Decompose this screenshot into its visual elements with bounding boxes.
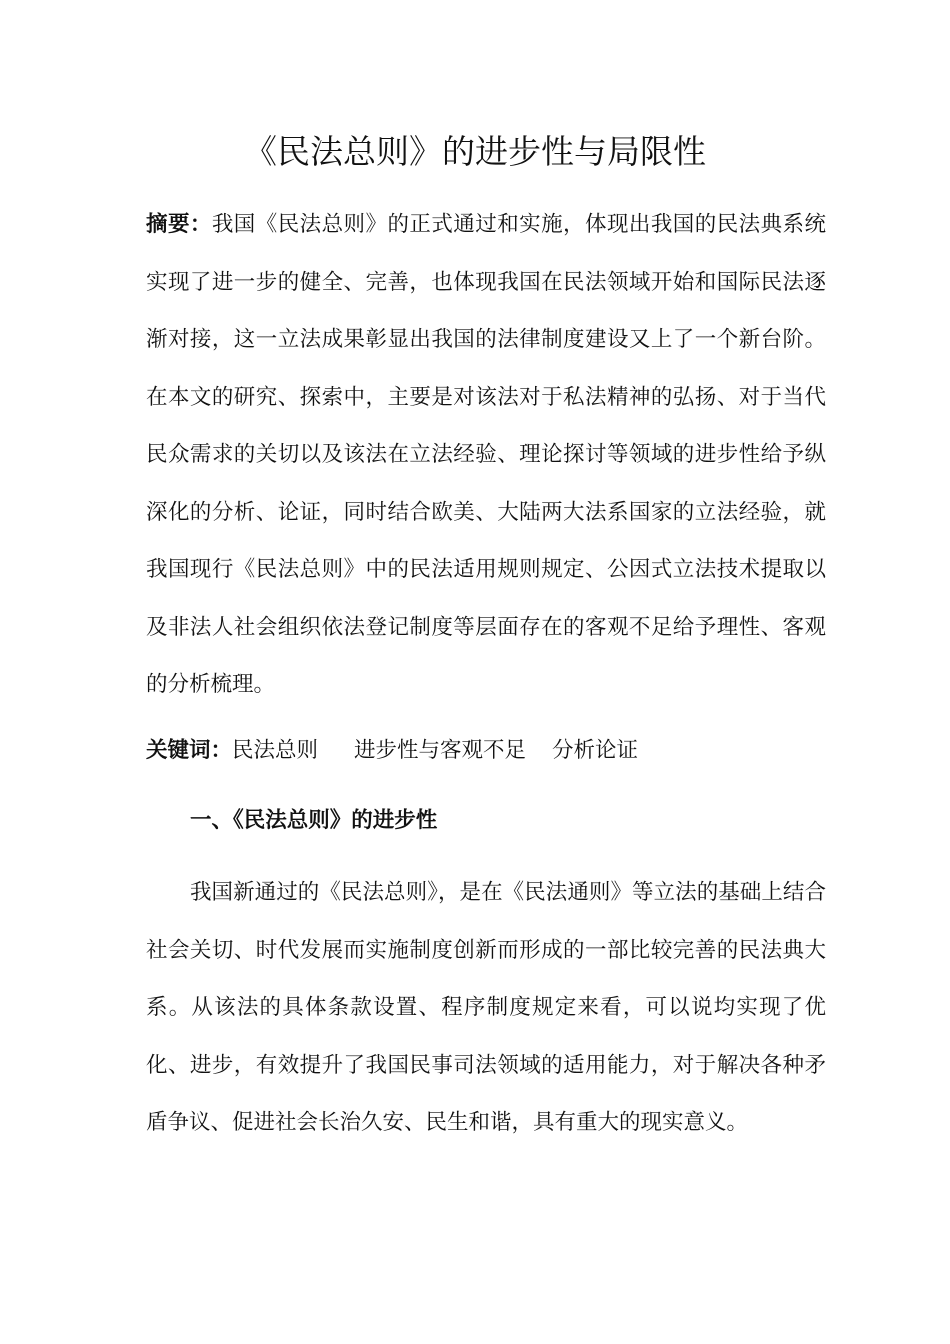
- keyword-item: 民法总则: [232, 738, 319, 763]
- section-heading: 一、《民法总则》的进步性: [190, 808, 438, 833]
- abstract-text: 我国《民法总则》的正式通过和实施，体现出我国的民法典系统实现了进一步的健全、完善，也体现我国在民法领域开始和国际民法逐渐对接，这一立法成果彰显出我国的法律制度建设又上了一个新台阶。在本文的研究、探索中，主要是对该法对于私法精神的弘扬、对于当代民众需求的关切以及该法在立法经验、理论探讨等领域的进步性给予纵深化的分析、论证，同时结合欧美、大陆两大法系国家的立法经验，就我国现行《民法总则》中的民法适用规则规定、公因式立法技术提取以及非法人社会组织依法登记制度等层面存在的客观不足给予理性、客观的分析梳理。: [146, 212, 826, 697]
- keyword-item: 分析论证: [552, 738, 639, 763]
- body-paragraph: 我国新通过的《民法总则》，是在《民法通则》等立法的基础上结合社会关切、时代发展而实施制度创新而形成的一部比较完善的民法典大系。从该法的具体条款设置、程序制度规定来看，可以说均实现了优化、进步，有效提升了我国民事司法领域的适用能力，对于解决各种矛盾争议、促进社会长治久安、民生和谐，具有重大的现实意义。: [146, 880, 826, 1135]
- document-title: 《民法总则》的进步性与局限性: [244, 132, 706, 171]
- abstract-label: 摘要：: [146, 212, 212, 237]
- keywords-line: [146, 722, 638, 780]
- abstract-paragraph: [146, 196, 826, 714]
- keyword-item: 进步性与客观不足: [354, 738, 527, 763]
- keywords-label: 关键词：: [146, 738, 233, 763]
